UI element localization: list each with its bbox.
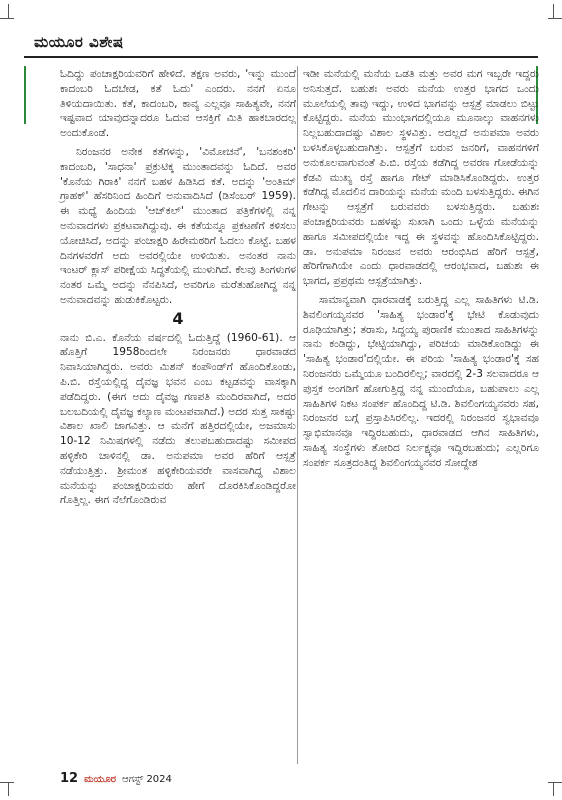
left-column xyxy=(60,67,296,512)
magazine-logo: ಮಯೂರ xyxy=(84,774,116,785)
crop-mark xyxy=(548,782,562,783)
crop-mark xyxy=(0,782,14,783)
crop-mark xyxy=(8,4,9,18)
sidebar-accent-left xyxy=(24,66,26,124)
crop-mark xyxy=(553,782,554,796)
crop-mark xyxy=(0,18,14,19)
crop-mark xyxy=(8,782,9,796)
crop-mark xyxy=(548,18,562,19)
paragraph: ನಾನು ಬಿ.ಎ. ಕೊನೆಯ ವರ್ಷದಲ್ಲಿ ಓದುತ್ತಿದ್ದೆ (1960-61). ಆ ಹೊತ್ತಿಗೆ 1958ರಿಂದಲೇ ನಿರಂಜನರು ಧಾರವಾಡದ ನಿವಾಸಿಯಾಗಿದ್ದರು. ಅವರು ಮಿಶನ್ ಕಂಪೌಂಡ್‌ಗೆ ಹೊಂದಿಕೊಂಡು, ಪಿ.ಬಿ. ರಸ್ತೆಯಲ್ಲಿದ್ದ ದೈವಜ್ಞ ಭವನ ಎಂಬ ಕಟ್ಟಡವನ್ನು ವಾಸಕ್ಕಾಗಿ ಪಡೆದಿದ್ದರು. (ಈಗ ಅದು ದೈವಜ್ಞ ಗಣಪತಿ ಮಂದಿರವಾಗಿದೆ, ಅದರ ಬಲಬದಿಯಲ್ಲಿ ದೈವಜ್ಞ ಕಲ್ಯಾಣ ಮಂಟಪವಾಗಿದೆ.) ಅದರ ಸುತ್ತ ಸಾಕಷ್ಟು ವಿಶಾಲ ಖಾಲಿ ಜಾಗವಿತ್ತು. ಆ ಮನೆಗೆ ಹತ್ತಿರದಲ್ಲಿಯೇ, ಅಜಮಾಸು 10-12 ನಿಮಿಷಗಳಲ್ಲಿ ನಡೆದು ತಲುಪಬಹುದಾದಷ್ಟು ಸಮೀಪದ ಹಳ್ಳಿಕೇರಿ ಚಾಳಿನಲ್ಲಿ ಡಾ. ಅನುಪಮಾ ಅವರ ಹೆರಿಗೆ ಆಸ್ಪತ್ರೆ ನಡೆಯುತ್ತಿತ್ತು. ಶ್ರೀಮಂತ ಹಳ್ಳಿಕೇರಿಯವರೇ ವಾಸವಾಗಿದ್ದ ವಿಶಾಲ ಮನೆಯನ್ನು ಪಂಚಾಕ್ಷರಿಯವರು ಹೇಗೆ ದೊರಕಿಸಿಕೊಂಡಿದ್ದರೋ ಗೊತ್ತಿಲ್ಲ. ಈಗ ನೆಲೆಗೊಂಡಿರುವ xyxy=(60,331,296,507)
paragraph: ಸಾಮಾನ್ಯವಾಗಿ ಧಾರವಾಡಕ್ಕೆ ಬರುತ್ತಿದ್ದ ಎಲ್ಲ ಸಾಹಿತಿಗಳು ಟಿ.ಡಿ. ಶಿವಲಿಂಗಯ್ಯನವರ 'ಸಾಹಿತ್ಯ ಭಂಡಾರ'ಕ್ಕೆ ಭೇಟಿ ಕೊಡುವುದು ರೂಢಿಯಾಗಿತ್ತು; ತರಾಸು, ಸಿದ್ದಯ್ಯ ಪುರಾಣಿಕ ಮುಂತಾದ ಸಾಹಿತಿಗಳನ್ನು ನಾನು ಕಂಡಿದ್ದು, ಭೇಟ್ಟಿಯಾಗಿದ್ದು, ಪರಿಚಯ ಮಾಡಿಕೊಂಡಿದ್ದು ಈ 'ಸಾಹಿತ್ಯ ಭಂಡಾರ'ದಲ್ಲಿಯೇ. ಈ ಪರಿಯ 'ಸಾಹಿತ್ಯ ಭಂಡಾರ'ಕ್ಕೆ ಸಹ ನಿರಂಜನರು ಒಮ್ಮೆಯೂ ಬಂದಿರಲಿಲ್ಲ; ವಾರದಲ್ಲಿ 2-3 ಸಲವಾದರೂ ಆ ಪುಸ್ತಕ ಅಂಗಡಿಗೆ ಹೋಗುತ್ತಿದ್ದ ನನ್ನ ಮುಂದೆಯೂ, ಬಹುಪಾಲು ಎಲ್ಲ ಸಾಹಿತಿಗಳ ನಿಕಟ ಸಂಪರ್ಕ ಹೊಂದಿದ್ದ ಟಿ.ಡಿ. ಶಿವಲಿಂಗಯ್ಯನವರು ಸಹ, ನಿರಂಜನರ ಬಗ್ಗೆ ಪ್ರಸ್ತಾಪಿಸಿರಲಿಲ್ಲ. ಇದರಲ್ಲಿ ನಿರಂಜನರ ಸ್ವಭಾವವೂ ಸ್ವಾಭಿಮಾನವೂ ಇದ್ದಿರಬಹುದು, ಧಾರವಾಡದ ಆಗಿನ ಸಾಹಿತಿಗಳು, ಸಾಹಿತ್ಯ ಸಂಸ್ಥೆಗಳು ತೋರಿದ ನಿರ್ಲಕ್ಷ್ಯವೂ ಇದ್ದಿರಬಹುದು; ಎಲ್ಲರಿಗೂ ಸಂಪರ್ಕ ಸೂತ್ರದಂತಿದ್ದ ಶಿವಲಿಂಗಯ್ಯನವರ ಸೋದ್ದೇಶ xyxy=(303,293,539,469)
paragraph: ಇಡೀ ಮನೆಯಲ್ಲಿ ಮನೆಯ ಒಡತಿ ಮತ್ತು ಅವರ ಮಗ ಇಬ್ಬರೇ ಇದ್ದರು ಅನಿಸುತ್ತದೆ. ಬಹುಶಃ ಅವರು ಮನೆಯ ಉತ್ತರ ಭಾಗದ ಒಂದು ಮೂಲೆಯಲ್ಲಿ ತಾವು ಇದ್ದು, ಉಳಿದ ಭಾಗವನ್ನು ಆಸ್ಪತ್ರೆ ಮಾಡಲು ಬಿಟ್ಟು ಕೊಟ್ಟಿದ್ದರು. ಮನೆಯ ಮುಂಭಾಗದಲ್ಲಿಯೂ ಮೂನಾಲ್ಕು ವಾಹನಗಳು ನಿಲ್ಲಬಹುದಾದಷ್ಟು ವಿಶಾಲ ಸ್ಥಳವಿತ್ತು. ಅದಲ್ಲದೆ ಅನುಪಮಾ ಅವರು ಬಳಸಿಕೊಳ್ಳಬಹುದಾಗಿತ್ತು. ಆಸ್ಪತ್ರೆಗೆ ಬರುವ ಜನರಿಗೆ, ವಾಹನಗಳಿಗೆ ಅನುಕೂಲವಾಗುವಂತೆ ಪಿ.ಬಿ. ರಸ್ತೆಯ ಕಡೆಗಿದ್ದ ಅವರಣ ಗೋಡೆಯನ್ನು ಕೆಡವಿ ಮುಖ್ಯ ರಸ್ತೆ ಹಾಗೂ ಗೇಟ್ ಮಾಡಿಸಿಕೊಂಡಿದ್ದರು. ಉತ್ತರ ಕಡೆಗಿದ್ದ ಮೊದಲಿನ ದಾರಿಯನ್ನು ಮನೆಯ ಮಂದಿ ಬಳಸುತ್ತಿದ್ದರು. ಈಗಿನ ಗೇಟನ್ನು ಆಸ್ಪತ್ರೆಗೆ ಬರುವವರು ಬಳಸುತ್ತಿದ್ದರು. ಬಹುಶಃ ಪಂಚಾಕ್ಷರಿಯವರು ಬಹಳಷ್ಟು ಸುಖಾಗಿ ಒಂದು ಒಳ್ಳೆಯ ಮನೆಯನ್ನು ಹಾಗೂ ಸಮೀಪದಲ್ಲಿಯೇ ಇದ್ದ ಈ ಸ್ಥಳವನ್ನು ಹೊಂದಿಸಿಕೊಟ್ಟಿದ್ದರು. ಡಾ. ಅನುಪಮಾ ನಿರಂಜನ ಅವರು ಆರಂಭಿಸಿದ ಹೆರಿಗೆ ಆಸ್ಪತ್ರೆ, ಹೆರಿಗೆಗಾಗಿಯೇ ಎಂದು ಧಾರವಾಡದಲ್ಲಿ ಆರಂಭವಾದ, ಬಹುಶಃ ಈ ಭಾಗದ, ಪ್ರಪ್ರಥಮ ಆಸ್ಪತ್ರೆಯಾಗಿತ್ತು. xyxy=(303,68,539,288)
issue-date: ಆಗಸ್ಟ್ 2024 xyxy=(121,774,172,785)
page-footer xyxy=(60,771,172,786)
paragraph: ನಿರಂಜನರ ಅನೇಕ ಕತೆಗಳನ್ನು, 'ವಿಮೋಚನೆ', 'ಬನಶಂಕರಿ' ಕಾದಂಬರಿ, 'ಸಾಧನಾ' ಪ್ರಕ್ರುಟಿಕ್ಕ ಮುಂತಾದವನ್ನು ಓದಿದೆ. ಅವರ 'ಕೊನೆಯ ಗಿರಾಕಿ' ನನಗೆ ಬಹಳ ಹಿಡಿಸಿದ ಕತೆ. ಅದನ್ನು 'ಅಂತಿಮ್ ಗ್ರಾಹಕ್' ಹೆಸರಿನಿಂದ ಹಿಂದಿಗೆ ಅನುವಾದಿಸಿದೆ (ಡಿಸೆಂಬರ್ 1959). ಈ ಮಧ್ಯೆ ಹಿಂದಿಯ 'ಆಜ್‌ಕಲ್' ಮುಂತಾದ ಪತ್ರಿಕೆಗಳಲ್ಲಿ ನನ್ನ ಅನುವಾದಗಳು ಪ್ರಕಟವಾಗಿದ್ದುವು. ಈ ಕತೆಯನ್ನೂ ಪ್ರಕಟಣೆಗೆ ಕಳಿಸಲು ಯೋಚಿಸಿದೆ, ಅದನ್ನು ಪಂಚಾಕ್ಷರಿ ಹಿರೇಮಠರಿಗೆ ಓದಲು ಕೊಟ್ಟೆ. ಬಹಳ ದಿನಗಳವರೆಗೆ ಅದು ಅವರಲ್ಲಿಯೇ ಉಳಿಯಿತು. ಅನಂತರ ನಾನು ಇಂಟರ್ ಕ್ಲಾಸ್ ಪರೀಕ್ಷೆಯ ಸಿದ್ಧತೆಯಲ್ಲಿ ಮುಳುಗಿದೆ. ಕೆಲವು ತಿಂಗಳುಗಳ ನಂತರ ಒಮ್ಮೆ ಅದನ್ನು ನೆನಪಿಸಿದೆ, ಅವರಿಗೂ ಮರೆತುಹೋಗಿದ್ದ ನನ್ನ ಅನುವಾದವನ್ನು ಹುಡುಕಿಕೊಟ್ಟರು. xyxy=(60,145,296,306)
page-number: 12 xyxy=(60,771,79,786)
right-column xyxy=(303,67,539,475)
section-title: ಮಯೂರ ವಿಶೇಷ xyxy=(34,33,124,51)
crop-mark xyxy=(553,4,554,18)
header-rule xyxy=(24,56,538,58)
section-number: 4 xyxy=(172,308,184,328)
paragraph: ಓದಿದ್ದು ಪಂಚಾಕ್ಷರಿಯವರಿಗೆ ಹೇಳಿದೆ. ತಕ್ಷಣ ಅವರು, 'ಇನ್ನು ಮುಂದೆ ಕಾದಂಬರಿ ಓದಬೇಡ, ಕತೆ ಓದು' ಎಂದರು. ನನಗೆ ಏನೂ ತಿಳಿಯದಾಯಿತು. ಕತೆ, ಕಾದಂಬರಿ, ಕಾವ್ಯ ಎಲ್ಲವೂ ಸಾಹಿತ್ಯವೇ, ನನಗೆ ಇಷ್ಟವಾದ ಯಾವುದನ್ನಾದರೂ ಓದುವ ಆಸಕ್ತಿಗೆ ಮಿತಿ ಹಾಕಬಾರದಲ್ಲ ಅಂದುಕೊಂಡೆ. xyxy=(60,68,296,140)
column-divider xyxy=(297,66,298,764)
